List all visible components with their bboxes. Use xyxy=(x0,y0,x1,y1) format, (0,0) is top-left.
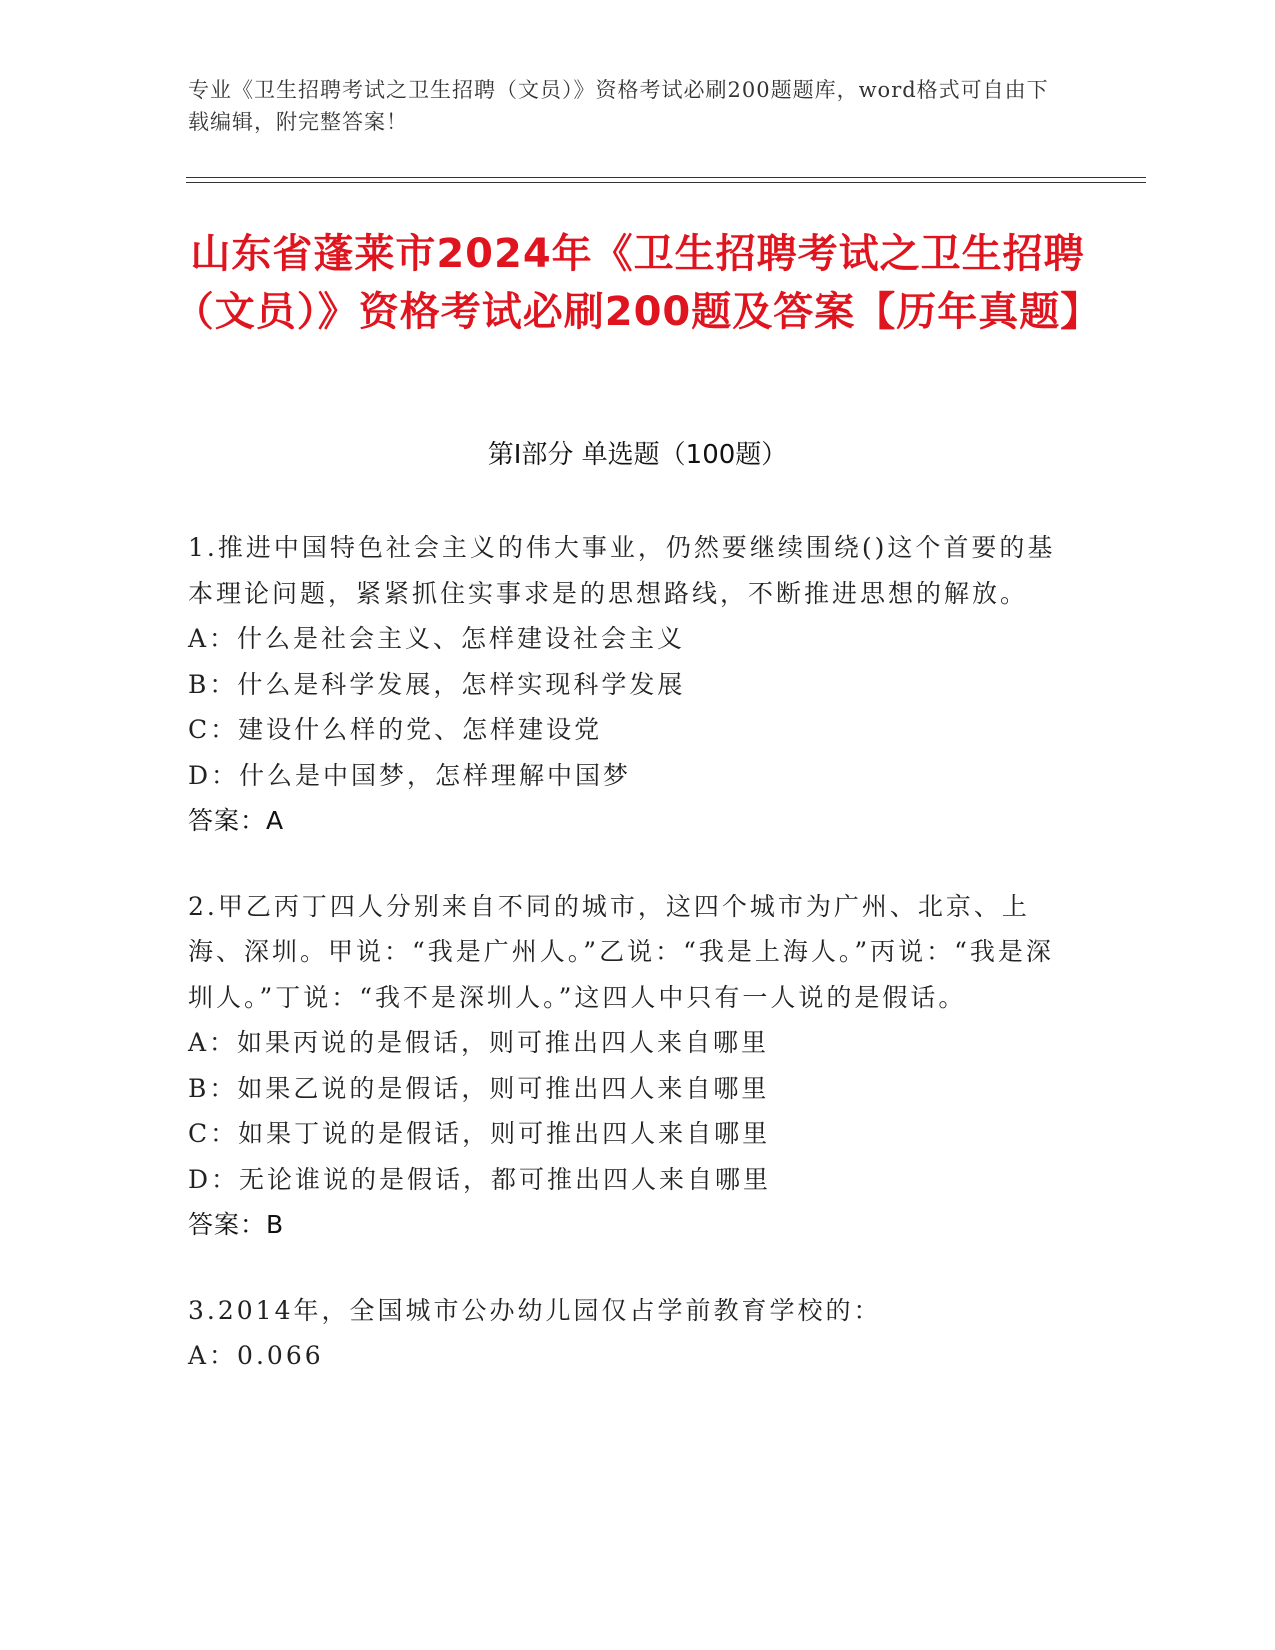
option-b: B：如果乙说的是假话，则可推出四人来自哪里 xyxy=(188,1073,770,1103)
question-2 xyxy=(188,884,1068,1248)
section-title: 第Ⅰ部分 单选题（100题） xyxy=(487,440,788,470)
question-1 xyxy=(188,525,1068,844)
option-a: A：如果丙说的是假话，则可推出四人来自哪里 xyxy=(188,1028,770,1057)
question-stem: 2.甲乙丙丁四人分别来自不同的城市，这四个城市为广州、北京、上海、深圳。甲说：“我是广州人。”乙说：“我是上海人。”丙说：“我是深圳人。”丁说：“我不是深圳人。”这四人中只有一人说的是假话。 xyxy=(188,891,1054,1012)
option-c: C：建设什么样的党、怎样建设党 xyxy=(188,715,603,744)
header-divider-bottom xyxy=(186,182,1146,183)
answer: 答案：B xyxy=(188,1210,285,1239)
question-stem: 3.2014年，全国城市公办幼儿园仅占学前教育学校的： xyxy=(188,1295,882,1325)
header-note: 专业《卫生招聘考试之卫生招聘（文员）》资格考试必刷200题题库，word格式可自由下载编辑，附完整答案！ xyxy=(188,78,1049,134)
question-stem: 1.推进中国特色社会主义的伟大事业，仍然要继续围绕()这个首要的基本理论问题，紧紧抓住实事求是的思想路线，不断推进思想的解放。 xyxy=(188,533,1056,608)
option-a: A：0.066 xyxy=(188,1341,324,1370)
option-d: D：无论谁说的是假话，都可推出四人来自哪里 xyxy=(188,1164,772,1194)
option-b: B：什么是科学发展，怎样实现科学发展 xyxy=(188,669,686,699)
document-title: 山东省蓬莱市2024年《卫生招聘考试之卫生招聘（文员）》资格考试必刷200题及答案【历年真题】 xyxy=(173,231,1102,335)
option-c: C：如果丁说的是假话，则可推出四人来自哪里 xyxy=(188,1119,771,1148)
question-3 xyxy=(188,1288,1068,1379)
option-a: A：什么是社会主义、怎样建设社会主义 xyxy=(188,624,686,653)
answer: 答案：A xyxy=(188,806,285,835)
question-list xyxy=(188,525,1068,1419)
option-d: D：什么是中国梦，怎样理解中国梦 xyxy=(188,760,632,790)
header-divider-top xyxy=(186,177,1146,178)
